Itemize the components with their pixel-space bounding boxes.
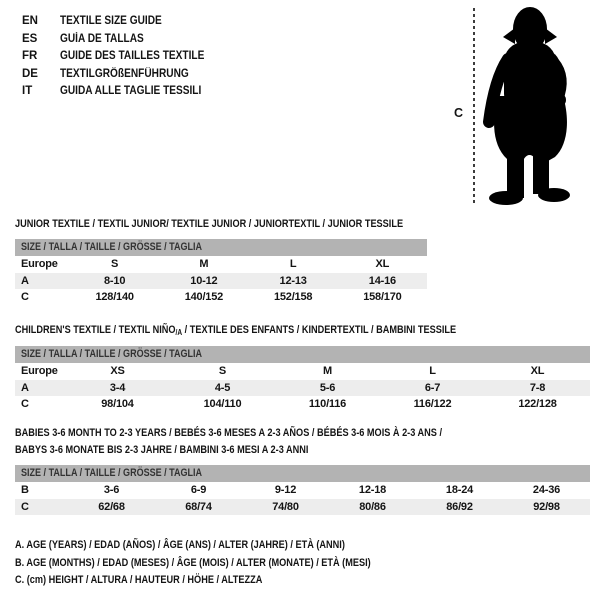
size-cell: 68/74 [185, 500, 212, 513]
language-row [22, 83, 224, 101]
table-row [15, 256, 427, 273]
size-cell: S [218, 365, 227, 377]
legend [15, 537, 449, 590]
table-row [15, 273, 427, 290]
row-label: A [21, 274, 29, 287]
size-cell: 14-16 [368, 274, 396, 287]
size-cell: 6-7 [424, 381, 441, 394]
size-cell: 116/122 [413, 398, 452, 410]
size-cell: 122/128 [518, 398, 557, 410]
table-row [15, 363, 590, 380]
size-cell: 62/68 [98, 500, 125, 513]
baby-silhouette-icon [482, 4, 596, 206]
size-cell: 10-12 [190, 274, 218, 287]
language-code: ES [22, 32, 38, 45]
table-row [15, 396, 590, 413]
children-size-table [15, 346, 590, 413]
babies-size-table [15, 465, 590, 515]
size-cell: 4-5 [214, 381, 231, 394]
size-cell: 6-9 [190, 484, 207, 496]
size-cell: 98/104 [101, 398, 134, 410]
size-cell: 7-8 [529, 381, 546, 394]
size-cell: S [111, 258, 119, 270]
row-label: B [21, 484, 29, 496]
row-label: C [21, 291, 29, 303]
size-cell: 74/80 [272, 500, 299, 513]
row-label: Europe [21, 365, 58, 377]
row-label: C [21, 500, 29, 513]
table-row [15, 289, 427, 306]
size-cell: 158/170 [363, 291, 402, 303]
language-list [22, 13, 224, 101]
size-table-header: SIZE / TALLA / TAILLE / GRÖSSE / TAGLIA [15, 346, 590, 363]
size-cell: L [289, 258, 297, 270]
language-code: EN [22, 15, 38, 27]
size-cell: 24-36 [532, 484, 561, 496]
children-section-title: CHILDREN'S TEXTILE / TEXTIL NIÑO/A / TEXTILE DES ENFANTS / KINDERTEXTIL / BAMBINI TESSILE [15, 324, 457, 337]
legend-line-c: C. (cm) HEIGHT / ALTURA / HAUTEUR / HÖHE / ALTEZZA [15, 574, 263, 586]
size-cell: 140/152 [184, 291, 224, 303]
size-cell: 110/116 [308, 398, 347, 410]
size-cell: 12-13 [279, 274, 307, 287]
height-measure-line [473, 8, 475, 206]
size-cell: 152/158 [273, 291, 313, 303]
size-cell: M [323, 365, 332, 377]
size-cell: 86/92 [446, 500, 473, 513]
size-cell: 9-12 [274, 484, 297, 496]
language-label: TEXTILE SIZE GUIDE [60, 15, 162, 27]
junior-section-title: JUNIOR TEXTILE / TEXTIL JUNIOR/ TEXTILE JUNIOR / JUNIORTEXTIL / JUNIOR TESSILE [15, 218, 404, 230]
language-row [22, 48, 224, 66]
size-cell: 18-24 [445, 484, 474, 496]
language-code: DE [22, 67, 38, 80]
size-cell: 92/98 [533, 500, 560, 513]
legend-line-a: A. AGE (YEARS) / EDAD (AÑOS) / ÂGE (ANS) / ALTER (JAHRE) / ETÀ (ANNI) [15, 539, 345, 551]
language-row [22, 66, 224, 84]
table-row [15, 499, 590, 516]
size-cell: 104/110 [203, 398, 242, 410]
row-label: C [21, 398, 29, 410]
legend-line-b: B. AGE (MONTHS) / EDAD (MESES) / ÂGE (MOIS) / ALTER (MONATE) / ETÀ (MESI) [15, 556, 371, 569]
junior-size-table [15, 239, 427, 306]
size-cell: 5-6 [319, 381, 336, 394]
size-cell: 128/140 [95, 291, 134, 303]
size-cell: 3-6 [103, 484, 120, 496]
language-label: GUÍA DE TALLAS [60, 32, 144, 45]
row-label: Europe [21, 258, 58, 270]
size-cell: 3-4 [109, 381, 126, 394]
row-label: A [21, 381, 29, 394]
size-cell: XL [375, 258, 390, 270]
size-cell: L [429, 365, 436, 377]
language-label: GUIDA ALLE TAGLIE TESSILI [60, 85, 202, 97]
size-table-header: SIZE / TALLA / TAILLE / GRÖSSE / TAGLIA [15, 465, 590, 482]
measure-label-c: C [454, 106, 464, 120]
size-table-header: SIZE / TALLA / TAILLE / GRÖSSE / TAGLIA [15, 239, 427, 256]
language-row [22, 13, 224, 31]
size-cell: M [199, 258, 209, 270]
language-code: IT [22, 85, 33, 97]
size-cell: 8-10 [104, 274, 126, 287]
babies-section-title: BABIES 3-6 MONTH TO 2-3 YEARS / BEBÉS 3-6 MESES A 2-3 AÑOS / BÉBÉS 3-6 MOIS À 2-3 ANS / BABYS 3-6 MONATE BIS 2-3 JAHRE / BAMBINI 3-6 MESI A 2-3 ANNI [15, 427, 443, 456]
table-row [15, 482, 590, 499]
table-row [15, 380, 590, 397]
language-label: GUIDE DES TAILLES TEXTILE [60, 50, 205, 62]
size-cell: XL [530, 365, 545, 377]
language-code: FR [22, 50, 38, 62]
size-cell: 12-18 [358, 484, 387, 496]
language-label: TEXTILGRÖßENFÜHRUNG [60, 67, 189, 80]
size-cell: 80/86 [359, 500, 386, 513]
language-row [22, 31, 224, 49]
size-cell: XS [110, 365, 125, 377]
